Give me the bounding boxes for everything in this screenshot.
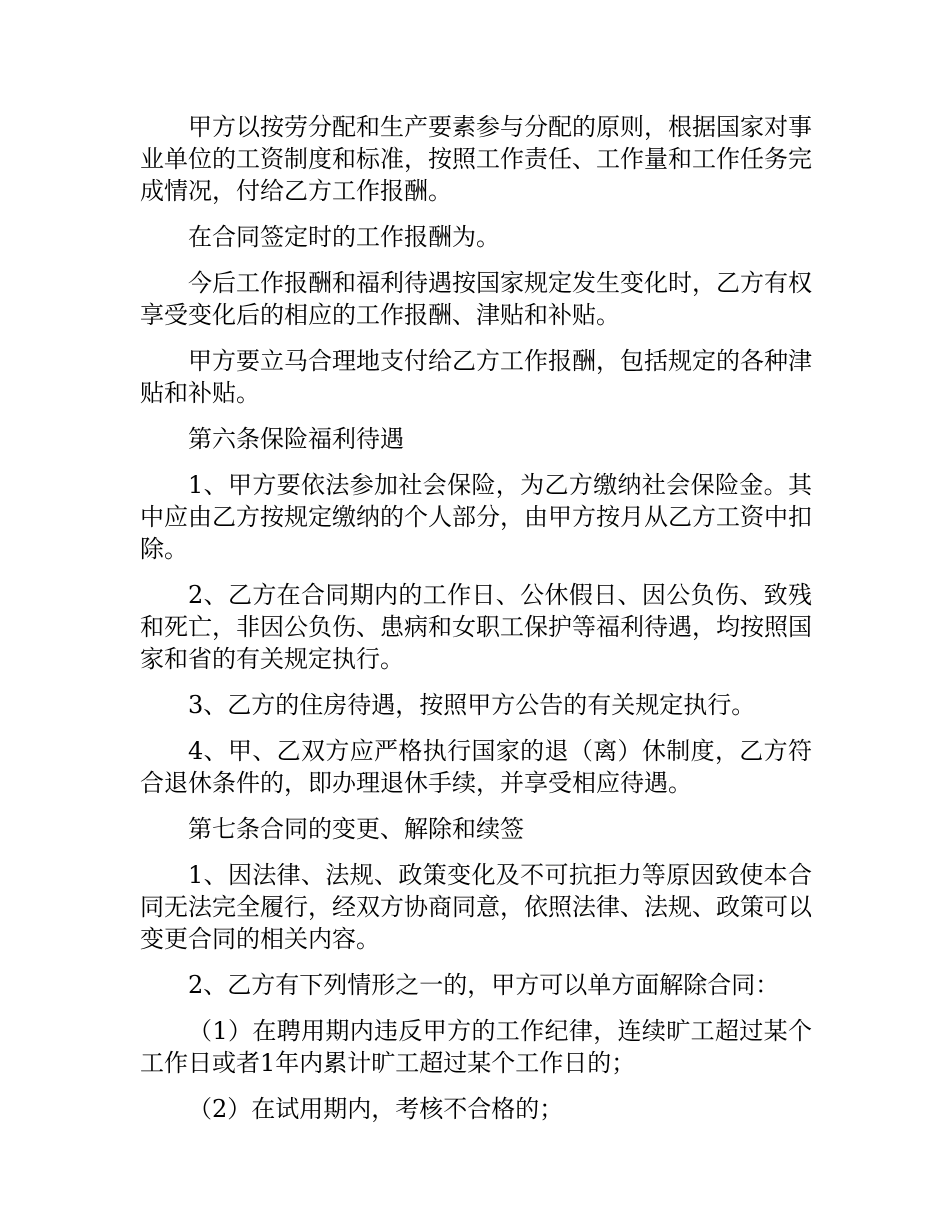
paragraph-article-6-item-2: 2、乙方在合同期内的工作日、公休假日、因公负伤、致残和死亡，非因公负伤、患病和女职工保护等福利待遇，均按照国家和省的有关规定执行。 — [140, 581, 812, 673]
document-body — [140, 111, 812, 1139]
paragraph-article-7-item-2: 2、乙方有下列情形之一的，甲方可以单方面解除合同： — [188, 971, 780, 999]
paragraph-article-7-subitem-1: （1）在聘用期内违反甲方的工作纪律，连续旷工超过某个工作日或者1年内累计旷工超过某个工作日的； — [140, 1017, 812, 1077]
paragraph-remuneration-at-signing: 在合同签定时的工作报酬为。 — [188, 223, 500, 251]
section-heading-article-6: 第六条保险福利待遇 — [188, 425, 404, 453]
paragraph-remuneration-principle: 甲方以按劳分配和生产要素参与分配的原则，根据国家对事业单位的工资制度和标准，按照工作责任、工作量和工作任务完成情况，付给乙方工作报酬。 — [140, 113, 812, 205]
paragraph-article-7-subitem-2: （2）在试用期内，考核不合格的； — [188, 1095, 564, 1123]
section-heading-article-7: 第七条合同的变更、解除和续签 — [188, 815, 524, 843]
paragraph-article-6-item-1: 1、甲方要依法参加社会保险，为乙方缴纳社会保险金。其中应由乙方按规定缴纳的个人部分，由甲方按月从乙方工资中扣除。 — [140, 471, 812, 563]
paragraph-remuneration-changes: 今后工作报酬和福利待遇按国家规定发生变化时，乙方有权享受变化后的相应的工作报酬、津贴和补贴。 — [140, 269, 812, 329]
paragraph-article-7-item-1: 1、因法律、法规、政策变化及不可抗拒力等原因致使本合同无法完全履行，经双方协商同意，依照法律、法规、政策可以变更合同的相关内容。 — [140, 861, 812, 953]
paragraph-article-6-item-4: 4、甲、乙双方应严格执行国家的退（离）休制度，乙方符合退休条件的，即办理退休手续，并享受相应待遇。 — [140, 737, 812, 797]
paragraph-article-6-item-3: 3、乙方的住房待遇，按照甲方公告的有关规定执行。 — [188, 691, 756, 719]
paragraph-payment-obligation: 甲方要立马合理地支付给乙方工作报酬，包括规定的各种津贴和补贴。 — [140, 347, 812, 407]
